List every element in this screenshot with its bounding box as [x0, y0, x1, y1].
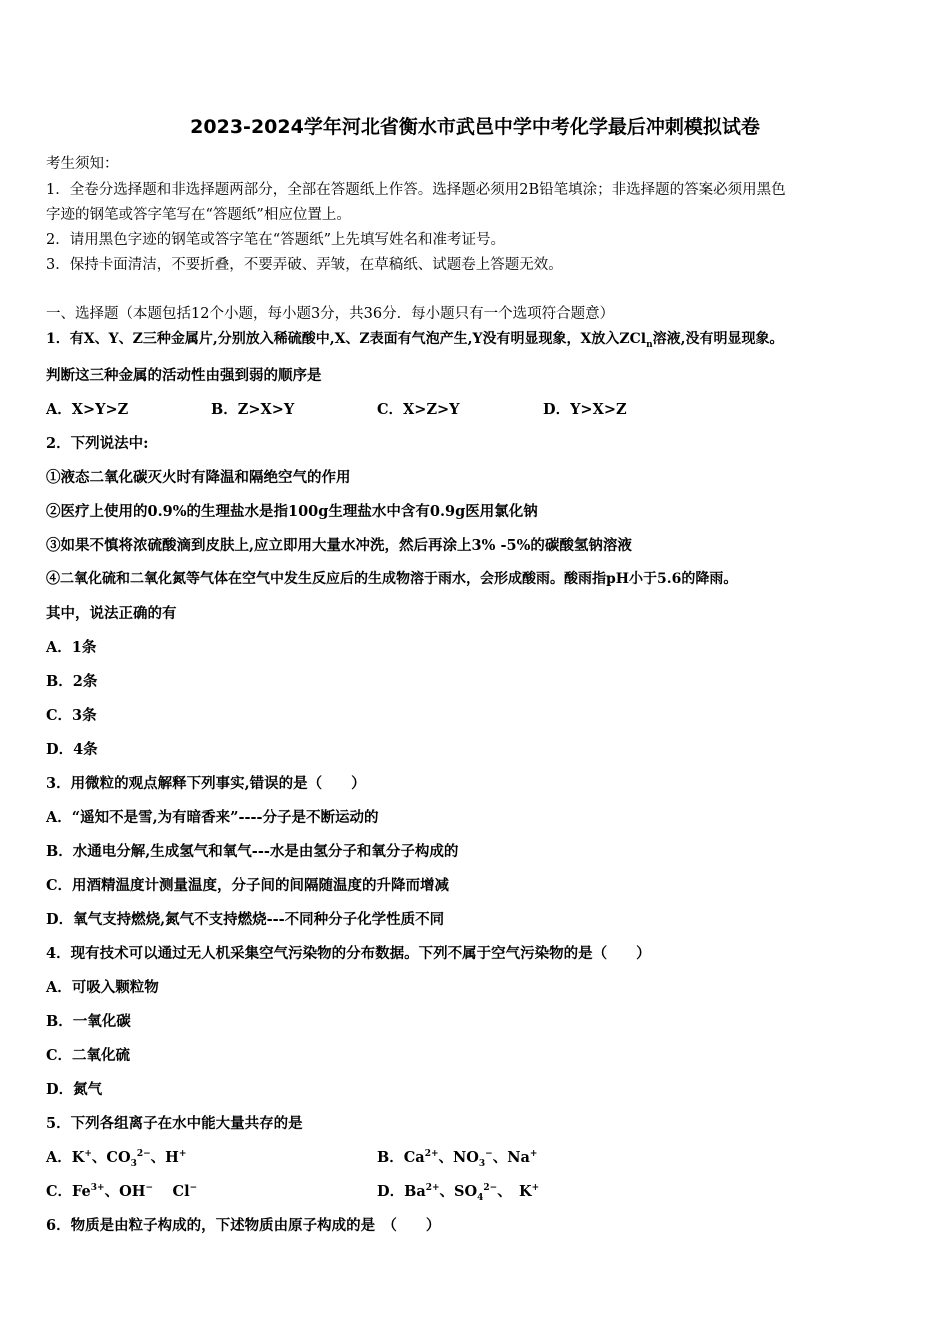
question-6-stem: 6．物质是由粒子构成的，下述物质由原子构成的是 （ ） [46, 1217, 441, 1234]
ion-symbol: SO [454, 1183, 478, 1200]
ion-charge: 2+ [425, 1183, 440, 1194]
ion-charge: + [529, 1149, 538, 1160]
question-4-stem: 4．现有技术可以通过无人机采集空气污染物的分布数据。下列不属于空气污染物的是（ ） [46, 945, 651, 962]
ion-symbol: OH [119, 1183, 146, 1200]
question-2-option-a[interactable]: A．1条 [46, 639, 97, 656]
ion-symbol: K [518, 1183, 532, 1200]
exam-title: 2023-2024学年河北省衡水市武邑中学中考化学最后冲刺模拟试卷 [190, 116, 760, 138]
separator: 、 [104, 1183, 120, 1200]
question-5-option-b[interactable] [377, 1146, 537, 1169]
question-3-option-b[interactable]: B．水通电分解,生成氢气和氧气---水是由氢分子和氧分子构成的 [46, 843, 459, 860]
separator: 、 [91, 1149, 107, 1166]
ion-symbol: Cl [172, 1183, 190, 1200]
question-1-stem-2: 判断这三种金属的活动性由强到弱的顺序是 [46, 367, 322, 384]
question-1-stem-part-b: 溶液,没有明显现象。 [652, 331, 784, 347]
question-5-option-d[interactable] [377, 1180, 539, 1203]
question-2-statement-1: ①液态二氧化碳灭火时有降温和隔绝空气的作用 [46, 469, 351, 486]
ion-charge: − [145, 1183, 153, 1194]
ion-symbol: Ba [404, 1183, 426, 1200]
notice-item-1-line-2: 字迹的钢笔或答字笔写在“答题纸”相应位置上。 [46, 207, 351, 223]
ion-symbol: CO [106, 1149, 131, 1166]
question-2-option-d[interactable]: D．4条 [46, 741, 98, 758]
question-5-stem: 5．下列各组离子在水中能大量共存的是 [46, 1115, 303, 1132]
question-4-option-a[interactable]: A．可吸入颗粒物 [46, 979, 159, 996]
question-2-option-c[interactable]: C．3条 [46, 707, 97, 724]
separator: 、 [497, 1183, 519, 1200]
question-4-option-b[interactable]: B．一氧化碳 [46, 1013, 131, 1030]
ion-symbol: Ca [403, 1149, 425, 1166]
question-3-option-a[interactable]: A．“遥知不是雪,为有暗香来”----分子是不断运动的 [46, 809, 379, 826]
question-2-stem-2: 其中，说法正确的有 [46, 605, 177, 622]
question-2-option-b[interactable]: B．2条 [46, 673, 98, 690]
section-heading: 一、选择题（本题包括12个小题，每小题3分，共36分．每小题只有一个选项符合题意） [46, 306, 615, 322]
question-5-option-a[interactable] [46, 1146, 186, 1169]
question-2-statement-3: ③如果不慎将浓硫酸滴到皮肤上,应立即用大量水冲洗，然后再涂上3% -5%的碳酸氢钠溶液 [46, 537, 632, 554]
question-1-option-a[interactable]: A．X>Y>Z [46, 401, 129, 418]
ion-subscript: 4 [477, 1192, 484, 1203]
ion-charge: + [84, 1149, 92, 1160]
separator: 、 [492, 1149, 508, 1166]
question-1-subscript: n [646, 339, 653, 350]
ion-charge: 3+ [90, 1183, 105, 1194]
ion-subscript: 3 [130, 1158, 137, 1169]
separator: 、 [439, 1183, 455, 1200]
ion-subscript: 3 [478, 1158, 486, 1169]
option-prefix: B． [377, 1149, 404, 1166]
option-prefix: D． [377, 1183, 405, 1200]
question-3-option-d[interactable]: D．氧气支持燃烧,氮气不支持燃烧---不同种分子化学性质不同 [46, 911, 445, 928]
question-1-option-b[interactable]: B．Z>X>Y [211, 401, 295, 418]
separator [153, 1183, 173, 1200]
notice-heading: 考生须知： [46, 156, 119, 172]
notice-item-3: 3．保持卡面清洁，不要折叠，不要弄破、弄皱，在草稿纸、试题卷上答题无效。 [46, 257, 563, 273]
ion-symbol: Na [507, 1149, 530, 1166]
ion-charge: 2− [136, 1149, 151, 1160]
question-1-option-c[interactable]: C．X>Z>Y [377, 401, 460, 418]
question-4-option-c[interactable]: C．二氧化硫 [46, 1047, 131, 1064]
ion-charge: 2− [483, 1183, 498, 1194]
question-1-stem-part-a: 1．有X、Y、Z三种金属片,分别放入稀硫酸中,X、Z表面有气泡产生,Y没有明显现象，X放入ZCl [46, 331, 647, 347]
separator: 、 [150, 1149, 166, 1166]
question-2-statement-2: ②医疗上使用的0.9%的生理盐水是指100g生理盐水中含有0.9g医用氯化钠 [46, 503, 538, 520]
question-2-statement-4: ④二氧化硫和二氧化氮等气体在空气中发生反应后的生成物溶于雨水，会形成酸雨。酸雨指pH小于5.6的降雨。 [46, 571, 738, 587]
option-prefix: C． [46, 1183, 73, 1200]
ion-charge: + [178, 1149, 187, 1160]
notice-item-1-line-1: 1．全卷分选择题和非选择题两部分，全部在答题纸上作答。选择题必须用2B铅笔填涂；非选择题的答案必须用黑色 [46, 182, 786, 198]
notice-item-2: 2．请用黑色字迹的钢笔或答字笔在“答题纸”上先填写姓名和准考证号。 [46, 232, 506, 248]
question-1-option-d[interactable]: D．Y>X>Z [543, 401, 627, 418]
ion-charge: + [531, 1183, 540, 1194]
question-2-stem: 2．下列说法中: [46, 435, 149, 452]
question-4-option-d[interactable]: D．氮气 [46, 1081, 103, 1098]
ion-symbol: NO [453, 1149, 479, 1166]
question-1-stem [46, 328, 783, 350]
question-3-option-c[interactable]: C．用酒精温度计测量温度，分子间的间隔随温度的升降而增减 [46, 877, 450, 894]
ion-charge: 2+ [424, 1149, 439, 1160]
ion-charge: − [485, 1149, 493, 1160]
question-3-stem: 3．用微粒的观点解释下列事实,错误的是（ ） [46, 775, 366, 792]
ion-charge: − [189, 1183, 198, 1194]
separator: 、 [438, 1149, 454, 1166]
ion-symbol: H [165, 1149, 179, 1166]
question-5-option-c[interactable] [46, 1180, 197, 1201]
ion-symbol: K [71, 1149, 85, 1166]
option-prefix: A． [46, 1149, 72, 1166]
ion-symbol: Fe [72, 1183, 91, 1200]
